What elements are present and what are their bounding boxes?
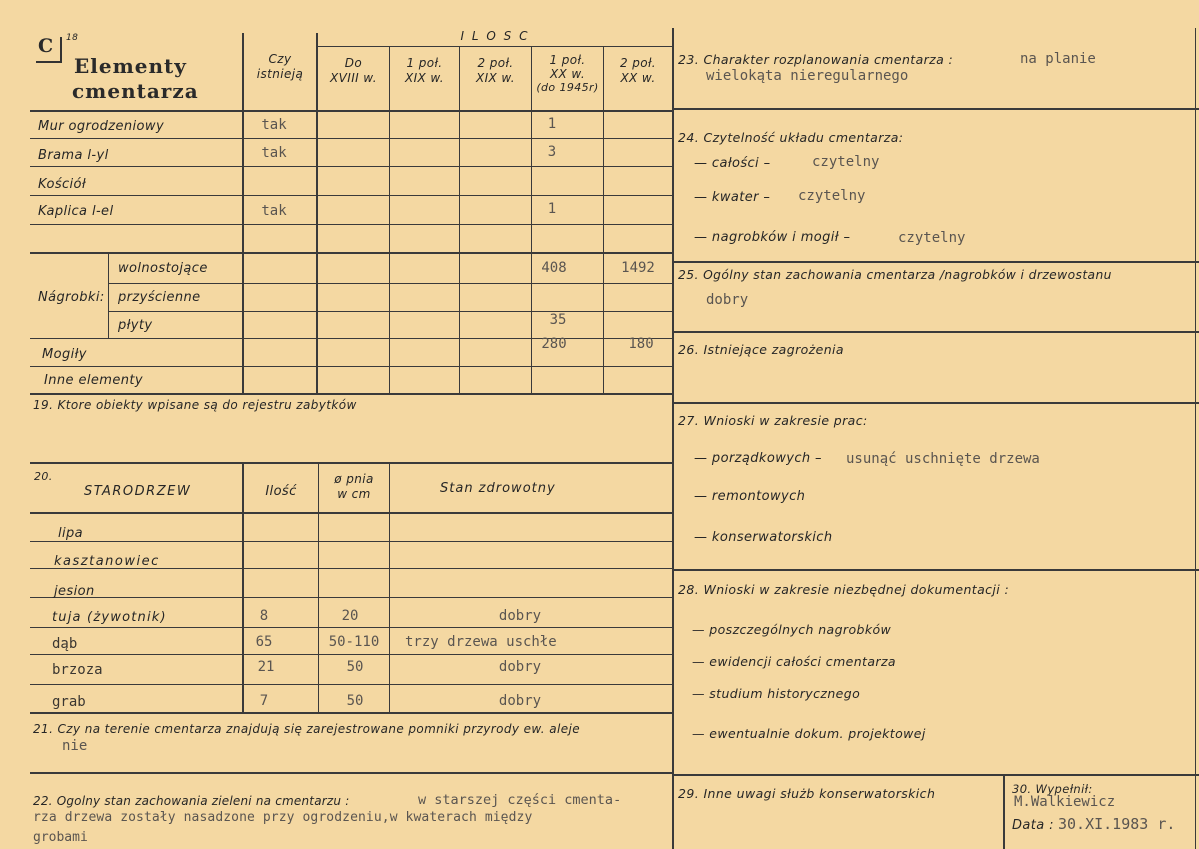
tree-name-lipa: lipa — [58, 526, 84, 541]
q22-answer-1: w starszej części cmenta- — [418, 792, 622, 808]
divider — [30, 195, 672, 196]
divider — [108, 253, 109, 338]
q20-col-starodrzew: STARODRZEW — [84, 484, 192, 499]
q30-label: 30. Wypełnił: — [1012, 782, 1093, 796]
divider — [30, 224, 672, 225]
nagrobki-wolnostojace: wolnostojące — [118, 261, 208, 276]
mogily-1xx: 280 — [541, 336, 567, 352]
q20-col-pnia: ø pnia w cm — [334, 472, 374, 501]
divider — [389, 462, 390, 713]
divider — [242, 462, 244, 713]
q22-answer-3: grobami — [33, 830, 88, 845]
divider — [30, 712, 672, 714]
divider — [316, 33, 318, 394]
tree-ilosc-tuja: 8 — [259, 608, 269, 624]
row-label-kaplica: Kaplica l-el — [38, 204, 114, 219]
q22-label: 22. Ogolny stan zachowania zieleni na cmentarzu : — [33, 794, 350, 808]
tree-name-jesion: jesion — [54, 584, 95, 599]
tree-stan-grab: dobry — [498, 693, 542, 709]
tree-stan-dab: trzy drzewa uschłe — [405, 634, 557, 650]
q19-label: 19. Ktore obiekty wpisane są do rejestru zabytków — [33, 398, 357, 412]
divider — [30, 462, 672, 464]
ilosc-header: I L O S C — [460, 29, 530, 43]
row-czy-brama: tak — [261, 145, 287, 161]
tree-name-grab: grab — [52, 694, 86, 710]
row-1xx-kaplica: 1 — [547, 201, 557, 217]
q29-label: 29. Inne uwagi służb konserwatorskich — [678, 786, 936, 801]
q24-item-nagrobkow-answer: czytelny — [898, 230, 966, 246]
nagrobki-wolnostojace-1xx: 408 — [541, 260, 567, 276]
divider — [30, 366, 672, 367]
divider — [108, 311, 672, 312]
section-title-line2: cmentarza — [72, 79, 199, 103]
tree-stan-tuja: dobry — [498, 608, 542, 624]
mogily-2xx: 180 — [628, 336, 654, 352]
q25-answer: dobry — [706, 292, 749, 308]
q20-col-ilosc: Ilość — [265, 484, 297, 499]
divider — [30, 512, 672, 514]
tree-pnia-tuja: 20 — [341, 608, 359, 624]
divider — [30, 252, 672, 254]
nagrobki-przyscienne: przyścienne — [118, 290, 201, 305]
q27-label: 27. Wnioski w zakresie prac: — [678, 413, 868, 428]
divider — [30, 597, 672, 598]
q24-item-kwater-answer: czytelny — [798, 188, 866, 204]
divider — [30, 393, 672, 395]
nagrobki-plyty: płyty — [118, 318, 153, 333]
q22-answer-2: rza drzewa zostały nasadzone przy ogrodzeniu,w kwaterach między — [33, 810, 533, 825]
tree-pnia-dab: 50-110 — [328, 634, 380, 650]
divider — [30, 772, 672, 774]
divider — [389, 47, 390, 394]
tree-stan-brzoza: dobry — [498, 659, 542, 675]
divider — [108, 283, 672, 284]
row-czy-kaplica: tak — [261, 203, 287, 219]
q28-item-4: — ewentualnie dokum. projektowej — [692, 726, 926, 741]
divider — [30, 654, 672, 655]
center-divider — [672, 28, 674, 849]
tree-ilosc-brzoza: 21 — [257, 659, 275, 675]
q24-label: 24. Czytelność układu cmentarza: — [678, 130, 904, 145]
q20-num: 20. — [34, 470, 53, 483]
divider — [30, 110, 672, 112]
divider — [30, 684, 672, 685]
q26-label: 26. Istniejące zagrożenia — [678, 342, 844, 357]
col-2-xix-header: 2 poł. XIX w. — [475, 56, 516, 85]
tree-name-kasztanowiec: kasztanowiec — [54, 554, 160, 569]
divider — [674, 261, 1199, 263]
divider — [603, 47, 604, 394]
col-do-xviii-header: Do XVIII w. — [330, 56, 377, 85]
tree-name-brzoza: brzoza — [52, 662, 103, 678]
q27-item-porzadkowych-label: — porządkowych – — [694, 451, 822, 466]
divider — [30, 627, 672, 628]
divider — [674, 569, 1199, 571]
card-code-sub: 18 — [66, 33, 79, 43]
section-title-line1: Elementy — [74, 54, 187, 78]
divider — [674, 774, 1199, 776]
col-2-xx-header: 2 poł. XX w. — [619, 56, 657, 85]
col-czy-header: Czy istnieją — [256, 52, 304, 81]
inne-elementy-label: Inne elementy — [44, 373, 143, 388]
right-border — [1195, 28, 1196, 849]
col-1-xx-header: 1 poł. XX w. (do 1945r) — [536, 53, 599, 94]
divider — [1003, 775, 1005, 849]
q25-label: 25. Ogólny stan zachowania cmentarza /nagrobków i drzewostanu — [678, 268, 1112, 282]
q21-answer: nie — [62, 738, 88, 754]
q28-item-1: — poszczególnych nagrobków — [692, 622, 892, 637]
q23-answer-2: wielokąta nieregularnego — [706, 68, 909, 84]
nagrobki-label: Nágrobki: — [38, 290, 105, 305]
row-label-mur: Mur ogrodzeniowy — [38, 119, 165, 134]
tree-ilosc-grab: 7 — [259, 693, 269, 709]
card-code: C — [38, 35, 55, 57]
q24-item-nagrobkow-label: — nagrobków i mogił – — [694, 230, 851, 245]
tree-name-dab: dąb — [52, 636, 78, 652]
q28-item-3: — studium historycznego — [692, 686, 861, 701]
q21-label: 21. Czy na terenie cmentarza znajdują się zarejestrowane pomniki przyrody ew. aleje — [33, 722, 581, 736]
q27-item-konserwatorskich-label: — konserwatorskich — [694, 530, 833, 545]
tree-ilosc-dab: 65 — [255, 634, 273, 650]
date-value: 30.XI.1983 r. — [1058, 815, 1176, 833]
row-czy-mur: tak — [261, 117, 287, 133]
q24-item-calosci-label: — całości – — [694, 156, 771, 171]
divider — [674, 331, 1199, 333]
q27-item-remontowych-label: — remontowych — [694, 489, 806, 504]
row-label-brama: Brama l-yl — [38, 148, 109, 163]
tree-pnia-grab: 50 — [346, 693, 364, 709]
row-label-kosciol: Kościół — [38, 177, 87, 192]
q23-answer-1: na planie — [1020, 51, 1096, 67]
q20-col-stan: Stan zdrowotny — [440, 481, 556, 496]
mogily-label: Mogiły — [42, 347, 87, 362]
divider — [674, 402, 1199, 404]
nagrobki-wolnostojace-2xx: 1492 — [621, 260, 655, 276]
row-1xx-brama: 3 — [547, 144, 557, 160]
divider — [30, 541, 672, 542]
q27-item-porzadkowych-answer: usunąć uschnięte drzewa — [846, 451, 1040, 467]
divider — [317, 46, 672, 47]
row-1xx-mur: 1 — [547, 116, 557, 132]
tree-name-tuja: tuja (żywotnik) — [52, 610, 167, 625]
col-1-xix-header: 1 poł. XIX w. — [404, 56, 445, 85]
nagrobki-plyty-1xx: 35 — [549, 312, 567, 328]
q24-item-calosci-answer: czytelny — [812, 154, 880, 170]
q28-item-2: — ewidencji całości cmentarza — [692, 654, 896, 669]
divider — [30, 138, 672, 139]
divider — [30, 166, 672, 167]
tree-pnia-brzoza: 50 — [346, 659, 364, 675]
date-label: Data : — [1012, 818, 1054, 833]
q24-item-kwater-label: — kwater – — [694, 190, 771, 205]
q30-name: M.Walkiewicz — [1014, 794, 1116, 810]
q23-label: 23. Charakter rozplanowania cmentarza : — [678, 52, 954, 67]
q28-label: 28. Wnioski w zakresie niezbędnej dokumentacji : — [678, 582, 1010, 597]
divider — [674, 108, 1199, 110]
divider — [459, 47, 460, 394]
